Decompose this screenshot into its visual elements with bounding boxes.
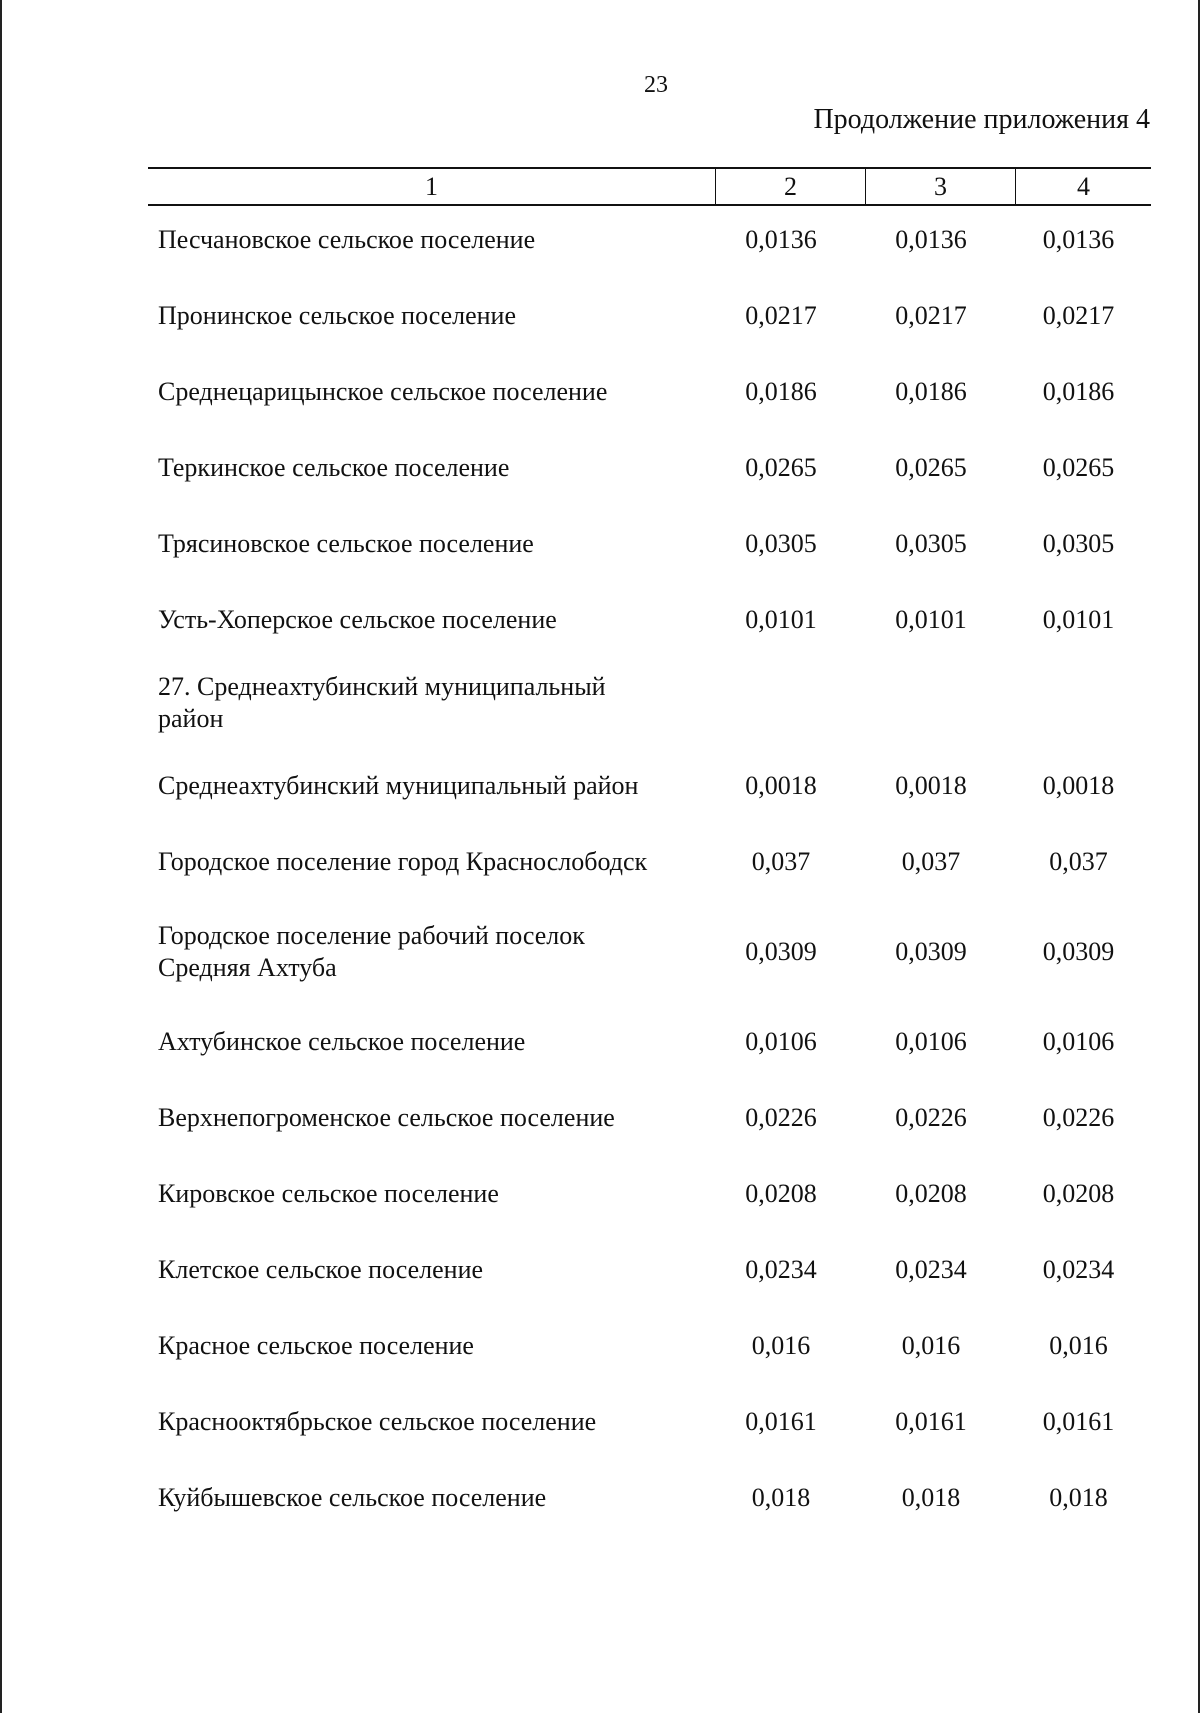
header-column-3: 3 xyxy=(866,169,1016,204)
value-col-3: 0,0101 xyxy=(895,605,967,634)
value-col-2: 0,0208 xyxy=(745,1179,817,1208)
table-row xyxy=(148,430,1151,506)
value-col-2: 0,0018 xyxy=(745,771,817,800)
value-col-2: 0,0186 xyxy=(745,377,817,406)
settlement-name: Городское поселение город Краснослободск xyxy=(158,847,648,876)
settlement-name: Теркинское сельское поселение xyxy=(158,453,510,482)
value-col-2: 0,037 xyxy=(751,847,811,876)
settlement-name: Городское поселение рабочий поселок Средняя Ахтуба xyxy=(158,921,585,982)
section-heading-row xyxy=(148,658,1151,748)
value-col-4: 0,0186 xyxy=(1042,377,1115,406)
table-row xyxy=(148,506,1151,582)
value-col-3: 0,0217 xyxy=(895,301,967,330)
settlement-name: Ахтубинское сельское поселение xyxy=(158,1027,526,1056)
settlement-name: Усть-Хоперское сельское поселение xyxy=(158,605,557,634)
value-col-2: 0,0226 xyxy=(745,1103,817,1132)
value-col-2: 0,0265 xyxy=(745,453,817,482)
value-col-3: 0,0136 xyxy=(895,225,967,254)
settlement-name: Куйбышевское сельское поселение xyxy=(158,1483,547,1512)
settlement-name: Пронинское сельское поселение xyxy=(158,301,517,330)
table-row xyxy=(148,354,1151,430)
value-col-4: 0,0309 xyxy=(1042,937,1115,966)
settlement-name: Среднецарицынское сельское поселение xyxy=(158,377,608,406)
value-col-4: 0,0161 xyxy=(1042,1407,1115,1436)
value-col-3: 0,0018 xyxy=(895,771,967,800)
value-col-4: 0,018 xyxy=(1049,1483,1108,1512)
value-col-2: 0,0234 xyxy=(745,1255,817,1284)
value-col-2: 0,0136 xyxy=(745,225,817,254)
value-col-4: 0,016 xyxy=(1049,1331,1108,1360)
value-col-2: 0,0106 xyxy=(745,1027,817,1056)
value-col-4: 0,0208 xyxy=(1042,1179,1115,1208)
settlement-name: Кировское сельское поселение xyxy=(158,1179,499,1208)
table-row xyxy=(148,1156,1151,1232)
value-col-3: 0,0106 xyxy=(895,1027,967,1056)
value-col-4: 0,0217 xyxy=(1042,301,1115,330)
settlement-name: Песчановское сельское поселение xyxy=(158,225,536,254)
value-col-4: 0,0106 xyxy=(1042,1027,1115,1056)
value-col-3: 0,0208 xyxy=(895,1179,967,1208)
table-row xyxy=(148,1308,1151,1384)
value-col-2: 0,0217 xyxy=(745,301,817,330)
value-col-3: 0,037 xyxy=(901,847,961,876)
table-row xyxy=(148,1232,1151,1308)
value-col-2: 0,0101 xyxy=(745,605,817,634)
value-col-3: 0,0234 xyxy=(895,1255,967,1284)
table-header xyxy=(148,167,1151,206)
value-col-3: 0,0265 xyxy=(895,453,967,482)
value-col-4: 0,0136 xyxy=(1042,225,1115,254)
scan-border-left xyxy=(0,0,2,1713)
district-heading: 27. Среднеахтубинский муниципальный район xyxy=(158,672,606,733)
page-number: 23 xyxy=(644,72,668,98)
value-col-3: 0,0305 xyxy=(895,529,967,558)
table-row xyxy=(148,748,1151,824)
table-row xyxy=(148,278,1151,354)
value-col-3: 0,0309 xyxy=(895,937,967,966)
value-col-4: 0,0018 xyxy=(1042,771,1115,800)
settlement-name: Клетское сельское поселение xyxy=(158,1255,484,1284)
value-col-2: 0,018 xyxy=(751,1483,811,1512)
value-col-3: 0,0186 xyxy=(895,377,967,406)
value-col-4: 0,0305 xyxy=(1042,529,1115,558)
value-col-3: 0,016 xyxy=(901,1331,961,1360)
value-col-4: 0,0101 xyxy=(1042,605,1115,634)
value-col-4: 0,037 xyxy=(1049,847,1108,876)
value-col-3: 0,0226 xyxy=(895,1103,967,1132)
table-body xyxy=(148,202,1151,1536)
appendix-continuation-note: Продолжение приложения 4 xyxy=(813,104,1150,135)
table-row xyxy=(148,1080,1151,1156)
table-row xyxy=(148,202,1151,278)
value-col-3: 0,018 xyxy=(901,1483,961,1512)
value-col-4: 0,0234 xyxy=(1042,1255,1115,1284)
settlement-name: Трясиновское сельское поселение xyxy=(158,529,534,558)
settlement-name: Краснооктябрьское сельское поселение xyxy=(158,1407,597,1436)
table-row xyxy=(148,824,1151,900)
value-col-4: 0,0226 xyxy=(1042,1103,1115,1132)
table-row xyxy=(148,1384,1151,1460)
table-row xyxy=(148,1460,1151,1536)
header-column-1: 1 xyxy=(148,169,716,204)
header-column-2: 2 xyxy=(716,169,866,204)
settlement-name: Красное сельское поселение xyxy=(158,1331,474,1360)
value-col-2: 0,0309 xyxy=(745,937,817,966)
value-col-2: 0,0161 xyxy=(745,1407,817,1436)
value-col-3: 0,0161 xyxy=(895,1407,967,1436)
table-row xyxy=(148,582,1151,658)
header-column-4: 4 xyxy=(1077,172,1090,201)
settlement-name: Верхнепогроменское сельское поселение xyxy=(158,1103,615,1132)
value-col-2: 0,016 xyxy=(751,1331,811,1360)
settlement-name: Среднеахтубинский муниципальный район xyxy=(158,771,639,800)
table-row xyxy=(148,900,1151,1004)
value-col-2: 0,0305 xyxy=(745,529,817,558)
value-col-4: 0,0265 xyxy=(1042,453,1115,482)
table-row xyxy=(148,1004,1151,1080)
